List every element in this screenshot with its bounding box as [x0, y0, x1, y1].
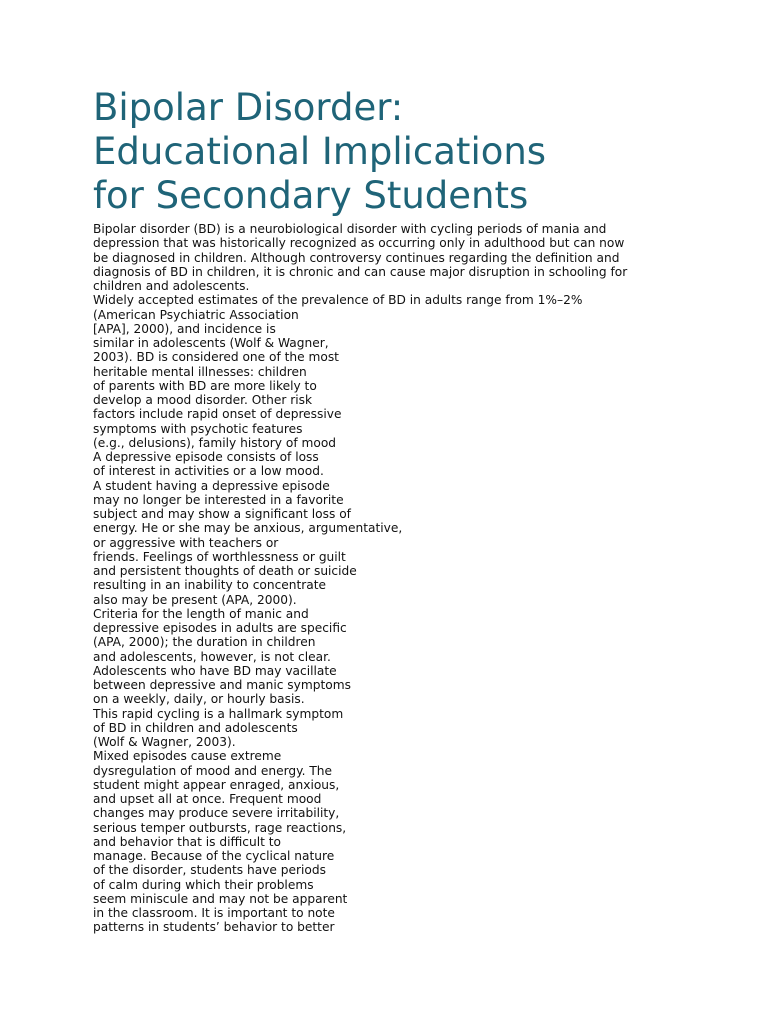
body-text-line: energy. He or she may be anxious, argumentative, — [93, 521, 403, 536]
body-text-line: serious temper outbursts, rage reactions, — [93, 820, 347, 835]
body-text-line: (APA, 2000); the duration in children — [93, 635, 316, 650]
body-text-line: dysregulation of mood and energy. The — [93, 763, 333, 778]
title-line: for Secondary Students — [93, 174, 529, 217]
body-text-line: or aggressive with teachers or — [93, 535, 279, 550]
body-text-line: symptoms with psychotic features — [93, 421, 303, 436]
body-text-line: seem miniscule and may not be apparent — [93, 891, 348, 906]
body-text-line: This rapid cycling is a hallmark symptom — [93, 706, 344, 721]
body-text-line: on a weekly, daily, or hourly basis. — [93, 692, 305, 707]
body-text-line: of calm during which their problems — [93, 877, 314, 892]
title-line: Educational Implications — [93, 130, 547, 173]
body-text-line: and adolescents, however, is not clear. — [93, 649, 331, 664]
body-text-line: friends. Feelings of worthlessness or guilt — [93, 549, 346, 564]
body-text-line: heritable mental illnesses: children — [93, 364, 307, 379]
body-text-line: depressive episodes in adults are specific — [93, 621, 347, 635]
body-text-line: (American Psychiatric Association — [93, 307, 299, 322]
body-text-line: patterns in students’ behavior to better — [93, 920, 335, 935]
body-text-line: diagnosis of BD in children, it is chronic and can cause major disruption in schooling for — [93, 264, 628, 279]
body-text-line: Bipolar disorder (BD) is a neurobiological disorder with cycling periods of mania and — [93, 222, 607, 236]
document-body — [93, 222, 693, 935]
body-text-line: 2003). BD is considered one of the most — [93, 350, 339, 365]
body-text-line: Mixed episodes cause extreme — [93, 749, 282, 764]
body-text-line: and upset all at once. Frequent mood — [93, 792, 322, 806]
body-text-line: may no longer be interested in a favorite — [93, 492, 344, 507]
body-text-line: and persistent thoughts of death or suicide — [93, 564, 357, 578]
body-text-line: resulting in an inability to concentrate — [93, 578, 327, 593]
body-text-line: be diagnosed in children. Although controversy continues regarding the definition and — [93, 250, 620, 265]
body-text-line: Widely accepted estimates of the prevalence of BD in adults range from 1%–2% — [93, 293, 583, 308]
body-text-line: of interest in activities or a low mood. — [93, 464, 324, 479]
body-text-line: [APA], 2000), and incidence is — [93, 321, 276, 336]
body-text-line: A depressive episode consists of loss — [93, 450, 319, 464]
body-text-line: and behavior that is difficult to — [93, 834, 282, 849]
body-text-line: of the disorder, students have periods — [93, 863, 326, 878]
body-text-line: of parents with BD are more likely to — [93, 378, 317, 393]
body-text-line: also may be present (APA, 2000). — [93, 592, 297, 607]
body-text-line: Adolescents who have BD may vacillate — [93, 663, 337, 678]
body-text-line: similar in adolescents (Wolf & Wagner, — [93, 336, 329, 350]
body-text-line: children and adolescents. — [93, 279, 250, 293]
title-line: Bipolar Disorder: — [93, 86, 404, 129]
body-text-line: (Wolf & Wagner, 2003). — [93, 735, 236, 749]
body-text-line: between depressive and manic symptoms — [93, 678, 351, 692]
body-text-line: A student having a depressive episode — [93, 478, 330, 493]
body-text-line: of BD in children and adolescents — [93, 720, 298, 735]
document-title — [93, 86, 713, 218]
body-text-line: develop a mood disorder. Other risk — [93, 393, 313, 407]
body-text-line: manage. Because of the cyclical nature — [93, 849, 335, 863]
body-text-line: factors include rapid onset of depressive — [93, 407, 342, 422]
body-text-line: Criteria for the length of manic and — [93, 606, 309, 621]
body-text-line: subject and may show a significant loss of — [93, 507, 351, 521]
body-text-line: (e.g., delusions), family history of mood — [93, 435, 337, 450]
body-text-line: changes may produce severe irritability, — [93, 806, 340, 821]
body-text-line: student might appear enraged, anxious, — [93, 777, 340, 792]
body-text-line: depression that was historically recognized as occurring only in adulthood but can now — [93, 236, 625, 251]
body-text-line: in the classroom. It is important to note — [93, 906, 335, 920]
